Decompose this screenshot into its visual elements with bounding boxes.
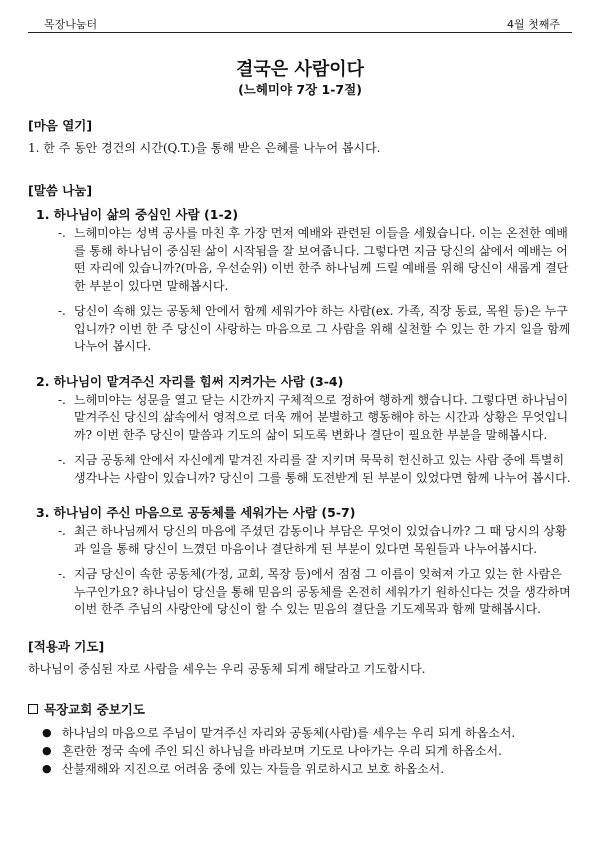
dash-marker: -.	[58, 453, 66, 467]
checkbox-square-icon	[28, 704, 38, 714]
dash-marker: -.	[58, 392, 66, 407]
prayer-list	[28, 724, 576, 778]
question-2-item	[58, 392, 576, 445]
section-share-heading: [말씀 나눔]	[28, 183, 93, 198]
header-left-label: 목장나눔터	[44, 18, 98, 31]
dash-marker: -.	[58, 304, 66, 318]
prayer-item-text: 혼란한 정국 속에 주인 되신 하나님을 바라보며 기도로 나아가는 우리 되게 하옵소서.	[62, 743, 502, 758]
dash-marker: -.	[58, 567, 66, 581]
prayer-item	[42, 724, 576, 742]
prayer-item	[42, 760, 576, 778]
question-1-item-text: 당신이 속해 있는 공동체 안에서 함께 세워가야 하는 사람(ex. 가족, 직장 동료, 목원 등)은 누구입니까? 이번 한 주 당신이 사랑하는 마음으로 그 사람을 위해 실천할 수 있는 한 가지 일을 함께 나누어 봅시다.	[74, 304, 571, 353]
section-apply-text: 하나님이 중심된 자로 사람을 세우는 우리 공동체 되게 해달라고 기도합시다.	[28, 661, 426, 676]
bullet-icon: ●	[42, 743, 52, 757]
bullet-icon: ●	[42, 761, 52, 775]
prayer-item-text: 하나님의 마음으로 주님이 맡겨주신 자리와 공동체(사람)를 세우는 우리 되게 하옵소서.	[62, 725, 516, 740]
bullet-icon: ●	[42, 725, 52, 739]
page-subtitle: (느헤미야 7장 1-7절)	[238, 82, 362, 97]
page-title: 결국은 사람이다	[236, 59, 364, 80]
question-2-title: 2. 하나님이 맡겨주신 자리를 힘써 지켜가는 사람 (3-4)	[36, 373, 344, 389]
question-1-item-text: 느헤미야는 성벽 공사를 마친 후 가장 먼저 예배와 관련된 이들을 세웠습니다. 이는 온전한 예배를 통해 하나님이 중심된 삶이 시작됨을 잘 보여줍니다. 그렇다면 지금 당신의 삶에서 예배는 어떤 자리에 있습니까?(마음, 우선순위) 이번 한주 하나님께 드릴 예배를 위해 당신이 새롭게 결단한 부분이 있다면 말해봅시다.	[74, 226, 569, 293]
question-2-item-text: 지금 공동체 안에서 자신에게 맡겨진 자리를 잘 지키며 묵묵히 헌신하고 있는 사람 중에 특별히 생각나는 사람이 있습니까? 당신이 그를 통해 도전받게 된 부분이 있었다면 함께 나누어 봅시다.	[74, 453, 571, 485]
prayer-heading-label: 목장교회 중보기도	[44, 701, 145, 717]
prayer-item	[42, 742, 576, 760]
question-1-title: 1. 하나님이 삶의 중심인 사람 (1-2)	[36, 207, 239, 222]
question-3-item-text: 최근 하나님께서 당신의 마음에 주셨던 감동이나 부담은 무엇이 있었습니까? 그 때 당시의 상황과 일을 통해 당신이 느꼈던 마음이나 결단하게 된 부분이 있다면 목원들과 나누어봅시다.	[74, 524, 567, 556]
question-2-item	[58, 452, 576, 487]
question-1-item	[58, 303, 576, 356]
question-1-item	[58, 225, 576, 295]
document-body	[28, 116, 576, 778]
question-3-item	[58, 523, 576, 558]
question-2-item-text: 느헤미야는 성문을 열고 닫는 시간까지 구체적으로 정하여 행하게 했습니다. 그렇다면 하나님이 맡겨주신 당신의 삶속에서 영적으로 더욱 깨어 분별하고 행동해야 하는 시간과 상황은 무엇입니까? 이번 한주 당신이 말씀과 기도의 삶이 되도록 변화나 결단이 필요한 부분을 말해봅시다.	[74, 392, 569, 442]
section-prayer-heading	[28, 700, 576, 718]
section-open-text: 1. 한 주 동안 경건의 시간(Q.T.)을 통해 받은 은혜를 나누어 봅시다.	[28, 141, 381, 155]
prayer-item-text: 산불재해와 지진으로 어려움 중에 있는 자들을 위로하시고 보호 하옵소서.	[62, 761, 445, 776]
section-open-heading: [마음 열기]	[28, 118, 93, 133]
section-apply-heading: [적용과 기도]	[28, 638, 105, 654]
page-header	[28, 14, 572, 33]
dash-marker: -.	[58, 226, 66, 240]
dash-marker: -.	[58, 524, 66, 538]
question-3-title: 3. 하나님이 주신 마음으로 공동체를 세워가는 사람 (5-7)	[36, 505, 356, 520]
question-3-item	[58, 566, 576, 619]
header-right-label: 4월 첫째주	[507, 18, 560, 31]
question-3-item-text: 지금 당신이 속한 공동체(가정, 교회, 목장 등)에서 점점 그 이름이 잊혀져 가고 있는 한 사람은 누구인가요? 하나님이 당신을 통해 믿음의 공동체를 온전히 세워가기 원하신다는 것을 생각하며 이번 한주 주님의 사랑안에 당신이 할 수 있는 믿음의 결단을 기도제목과 함께 말해봅시다.	[74, 567, 571, 616]
